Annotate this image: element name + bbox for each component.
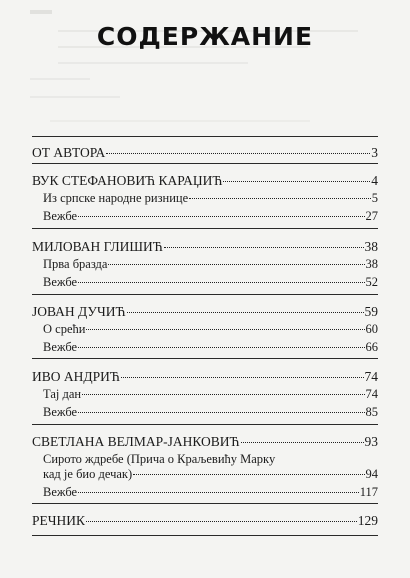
toc-entry-work (43, 257, 378, 272)
toc-entry-work (43, 387, 378, 402)
toc-entry-label: Прва бразда (43, 257, 108, 271)
bleed-through-mark (30, 10, 52, 14)
toc-entry-label: кад је био дечак) (43, 467, 133, 481)
toc-page-number: 52 (365, 275, 378, 289)
toc-entry-exercises (43, 275, 378, 290)
toc-entry-label: Вежбе (43, 340, 78, 354)
section-divider (32, 163, 378, 164)
toc-entry-exercises (43, 485, 378, 500)
section-divider (32, 358, 378, 359)
dot-leader (78, 492, 359, 493)
toc-entry-exercises (43, 340, 378, 355)
toc-page-number: 27 (365, 209, 378, 223)
toc-entry-author (32, 434, 378, 449)
toc-page-number: 129 (357, 513, 378, 528)
toc-page-number: 117 (359, 485, 378, 499)
dot-leader (86, 329, 364, 330)
toc-author-label: ВУК СТЕФАНОВИЋ КАРАЏИЋ (32, 173, 223, 188)
dot-leader (108, 264, 364, 265)
toc-page-number: 74 (365, 387, 378, 401)
toc-entry-label-line1: Сирото ждребе (Прича о Краљевићу Марку (43, 452, 276, 466)
section-divider (32, 424, 378, 425)
toc-page-number: 59 (364, 304, 378, 319)
toc-entry-label: Вежбе (43, 485, 78, 499)
page-title: СОДЕРЖАНИЕ (96, 22, 314, 51)
toc-entry-label: Тај дан (43, 387, 82, 401)
dot-leader (78, 412, 364, 413)
toc-page-number: 60 (365, 322, 378, 336)
toc-page-number: 3 (371, 145, 378, 160)
dot-leader (78, 216, 364, 217)
toc-entry-work (43, 467, 378, 482)
toc-page-number: 38 (364, 239, 378, 254)
toc-page-number: 4 (371, 173, 378, 188)
dot-leader (189, 198, 371, 199)
section-divider (32, 503, 378, 504)
dot-leader (82, 394, 364, 395)
dot-leader (86, 521, 357, 522)
toc-entry-author (32, 173, 378, 188)
toc-entry-label: Вежбе (43, 275, 78, 289)
toc-entry-work (43, 322, 378, 337)
section-divider (32, 294, 378, 295)
dot-leader (106, 153, 370, 154)
toc-entry-author (32, 304, 378, 319)
toc-page-number: 85 (365, 405, 378, 419)
toc-entry-author (32, 239, 378, 254)
toc-entry-exercises (43, 209, 378, 224)
toc-author-label: ЈОВАН ДУЧИЋ (32, 304, 126, 319)
toc-author-label: СВЕТЛАНА ВЕЛМАР-ЈАНКОВИЋ (32, 434, 240, 449)
section-divider (32, 136, 378, 137)
toc-entry-label: Из српске народне ризнице (43, 191, 189, 205)
toc-entry-glossary (32, 513, 378, 528)
toc-author-label: ИВО АНДРИЋ (32, 369, 120, 384)
dot-leader (78, 282, 364, 283)
dot-leader (78, 347, 364, 348)
toc-entry-label: ОТ АВТОРА (32, 145, 106, 160)
toc-page-number: 66 (365, 340, 378, 354)
toc-entry-label: Вежбе (43, 405, 78, 419)
toc-page-number: 38 (365, 257, 378, 271)
bleed-through-mark (50, 120, 310, 122)
toc-page-number: 5 (371, 191, 378, 205)
dot-leader (127, 312, 364, 313)
section-divider (32, 535, 378, 536)
toc-entry-exercises (43, 405, 378, 420)
dot-leader (121, 377, 364, 378)
toc-author-label: МИЛОВАН ГЛИШИЋ (32, 239, 163, 254)
bleed-through-mark (30, 78, 90, 80)
section-divider (32, 228, 378, 229)
dot-leader (241, 442, 364, 443)
toc-entry-author (32, 369, 378, 384)
toc-page-number: 94 (365, 467, 378, 481)
bleed-through-mark (58, 62, 248, 64)
toc-page-number: 74 (364, 369, 378, 384)
toc-page-number: 93 (364, 434, 378, 449)
toc-entry-work (43, 191, 378, 206)
toc-entry-label: Вежбе (43, 209, 78, 223)
dot-leader (164, 247, 364, 248)
dot-leader (223, 181, 370, 182)
bleed-through-mark (30, 96, 120, 98)
toc-entry-preface (32, 145, 378, 160)
toc-entry-label: РЕЧНИК (32, 513, 86, 528)
dot-leader (133, 474, 364, 475)
toc-entry-label: О срећи (43, 322, 86, 336)
